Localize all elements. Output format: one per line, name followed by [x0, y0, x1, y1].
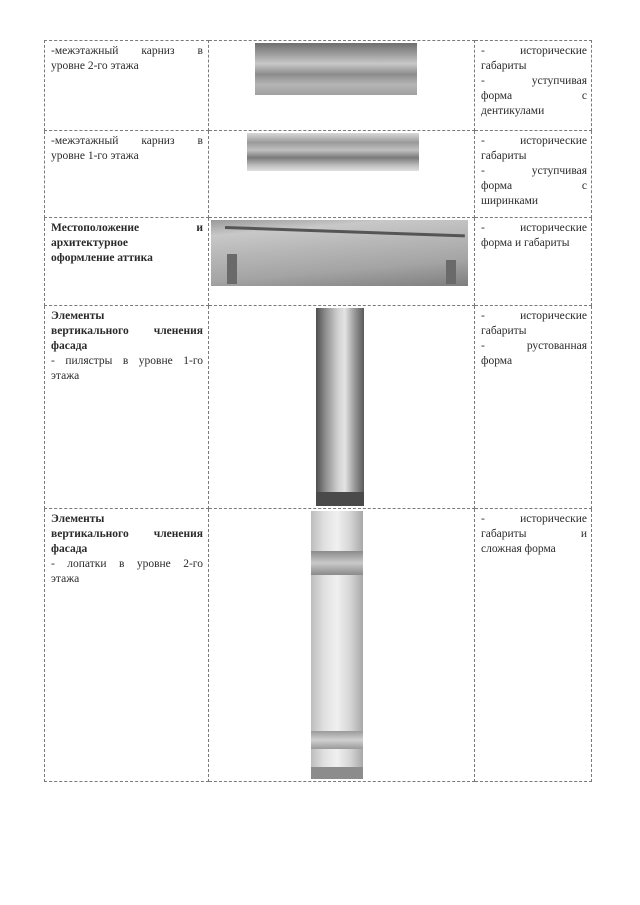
- element-text: -межэтажный карниз в: [51, 45, 203, 57]
- requirement-text: сложная форма: [481, 543, 556, 555]
- requirements-cell: [475, 218, 592, 306]
- table-row: [45, 131, 592, 218]
- requirement-text: - исторические: [481, 135, 587, 147]
- requirement-text: габариты: [481, 150, 527, 162]
- table-row: [45, 41, 592, 131]
- element-text: - пилястры в уровне 1-го: [51, 355, 203, 367]
- elements-table: [44, 40, 592, 782]
- element-heading: Местоположение и: [51, 222, 203, 234]
- element-text: уровне 1-го этажа: [51, 150, 139, 162]
- table-row: [45, 509, 592, 782]
- element-heading: вертикального членения: [51, 528, 203, 540]
- requirement-text: - уступчивая: [481, 75, 587, 87]
- photo-cell: [209, 41, 475, 131]
- element-heading: архитектурное: [51, 237, 129, 249]
- requirement-text: габариты: [481, 60, 527, 72]
- requirement-text: габариты: [481, 325, 527, 337]
- lesenes-photo: [311, 511, 363, 779]
- requirement-text: габариты и: [481, 528, 587, 540]
- element-heading: Элементы: [51, 310, 105, 322]
- element-heading: оформление аттика: [51, 252, 153, 264]
- element-heading: Элементы: [51, 513, 105, 525]
- requirement-text: - исторические: [481, 310, 587, 322]
- requirement-text: - уступчивая: [481, 165, 587, 177]
- requirement-text: - рустованная: [481, 340, 587, 352]
- requirements-cell: [475, 509, 592, 782]
- pilasters-photo: [316, 308, 364, 506]
- photo-cell: [209, 218, 475, 306]
- element-cell: [45, 131, 209, 218]
- cornice-2nd-floor-photo: [255, 43, 417, 95]
- element-text: этажа: [51, 370, 80, 382]
- element-heading: фасада: [51, 543, 88, 555]
- element-cell: [45, 306, 209, 509]
- element-text: этажа: [51, 573, 80, 585]
- photo-cell: [209, 306, 475, 509]
- photo-cell: [209, 509, 475, 782]
- element-cell: [45, 41, 209, 131]
- photo-cell: [209, 131, 475, 218]
- requirement-text: дентикулами: [481, 105, 545, 117]
- requirement-text: форма и габариты: [481, 237, 570, 249]
- element-heading: фасада: [51, 340, 88, 352]
- requirement-text: форма с: [481, 90, 587, 102]
- requirements-cell: [475, 41, 592, 131]
- element-heading: вертикального членения: [51, 325, 203, 337]
- attic-photo: [211, 220, 468, 286]
- element-text: -межэтажный карниз в: [51, 135, 203, 147]
- requirement-text: - исторические: [481, 513, 587, 525]
- table-row: [45, 306, 592, 509]
- requirement-text: ширинками: [481, 195, 539, 207]
- element-cell: [45, 218, 209, 306]
- element-cell: [45, 509, 209, 782]
- table-row: [45, 218, 592, 306]
- element-text: уровне 2-го этажа: [51, 60, 139, 72]
- element-text: - лопатки в уровне 2-го: [51, 558, 203, 570]
- requirement-text: форма с: [481, 180, 587, 192]
- requirements-cell: [475, 306, 592, 509]
- requirement-text: - исторические: [481, 222, 587, 234]
- requirements-cell: [475, 131, 592, 218]
- cornice-1st-floor-photo: [247, 133, 419, 171]
- requirement-text: - исторические: [481, 45, 587, 57]
- requirement-text: форма: [481, 355, 513, 367]
